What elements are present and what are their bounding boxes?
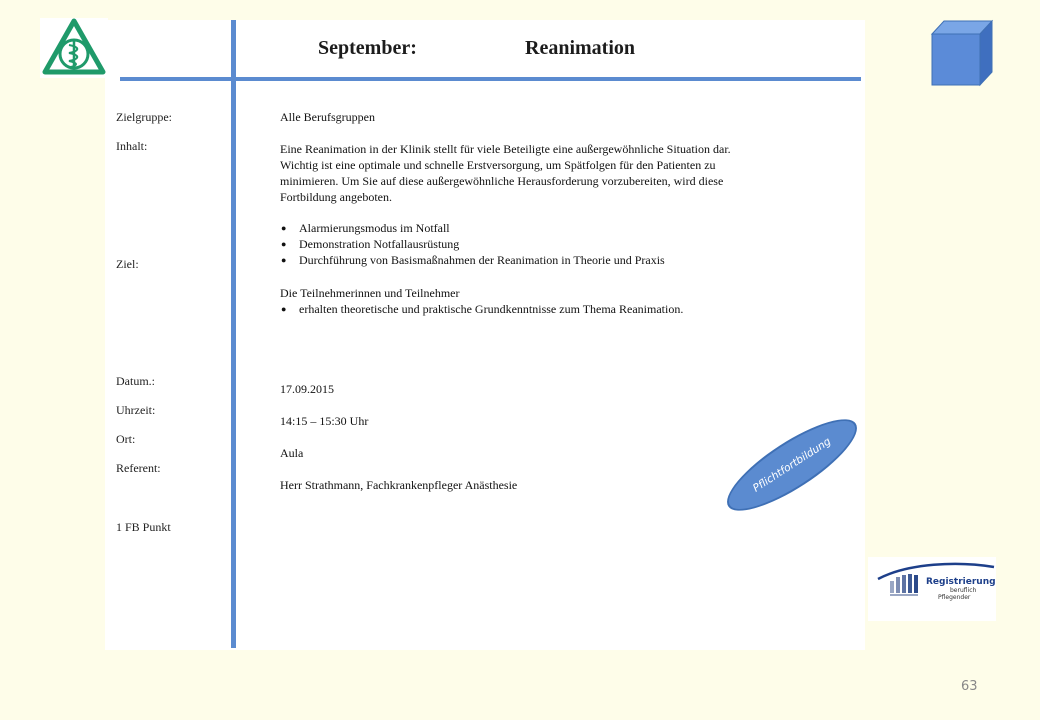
inhalt-line: Wichtig ist eine optimale und schnelle Erstversorgung, um Spätfolgen für den Patienten zu: [280, 158, 716, 172]
inhalt-line: minimieren. Um Sie auf diese außergewöhnliche Herausforderung vorzubereiten, wird diese: [280, 174, 724, 188]
value-zielgruppe: Alle Berufsgruppen: [280, 110, 375, 124]
label-zielgruppe: Zielgruppe:: [116, 110, 172, 124]
horizontal-divider: [120, 77, 861, 81]
value-datum: 17.09.2015: [280, 382, 334, 396]
ziel-text: [280, 285, 840, 317]
list-item: ● Durchführung von Basismaßnahmen der Reanimation in Theorie und Praxis: [280, 252, 840, 268]
list-item: ● Alarmierungsmodus im Notfall: [280, 220, 840, 236]
label-inhalt: Inhalt:: [116, 139, 148, 153]
value-ort: Aula: [280, 446, 304, 460]
label-uhrzeit: Uhrzeit:: [116, 403, 156, 417]
vertical-divider: [231, 20, 236, 648]
list-item: ● Demonstration Notfallausrüstung: [280, 236, 840, 252]
inhalt-line: Fortbildung angeboten.: [280, 190, 392, 204]
ziel-intro: Die Teilnehmerinnen und Teilnehmer: [280, 286, 460, 300]
registrierung-logo-icon: [868, 557, 996, 621]
inhalt-line: Eine Reanimation in der Klinik stellt für viele Beteiligte eine außergewöhnliche Situation dar.: [280, 142, 731, 156]
cube-icon: [928, 18, 994, 88]
inhalt-text: [280, 141, 840, 205]
label-ziel: Ziel:: [116, 257, 139, 271]
inhalt-bullet-list: [280, 220, 840, 268]
registrierung-sub1: beruflich: [950, 587, 977, 594]
value-referent: Herr Strathmann, Fachkrankenpfleger Anästhesie: [280, 478, 518, 492]
registrierung-title: Registrierung: [926, 577, 996, 587]
hospital-logo-icon: [40, 18, 108, 78]
page-number: 63: [961, 679, 978, 694]
list-item: ● erhalten theoretische und praktische Grundkenntnisse zum Thema Reanimation.: [280, 301, 840, 317]
value-uhrzeit: 14:15 – 15:30 Uhr: [280, 414, 369, 428]
label-datum: Datum.:: [116, 374, 155, 388]
badge-label: Pflichtfortbildung: [750, 435, 834, 495]
label-referent: Referent:: [116, 461, 161, 475]
registrierung-logo: [868, 557, 996, 621]
page-title-month: September:: [318, 37, 417, 59]
label-ort: Ort:: [116, 432, 136, 446]
registrierung-sub2: Pflegender: [938, 594, 971, 601]
label-punkte: 1 FB Punkt: [116, 520, 171, 534]
logo-box: [40, 18, 108, 78]
page-title-topic: Reanimation: [525, 37, 635, 59]
